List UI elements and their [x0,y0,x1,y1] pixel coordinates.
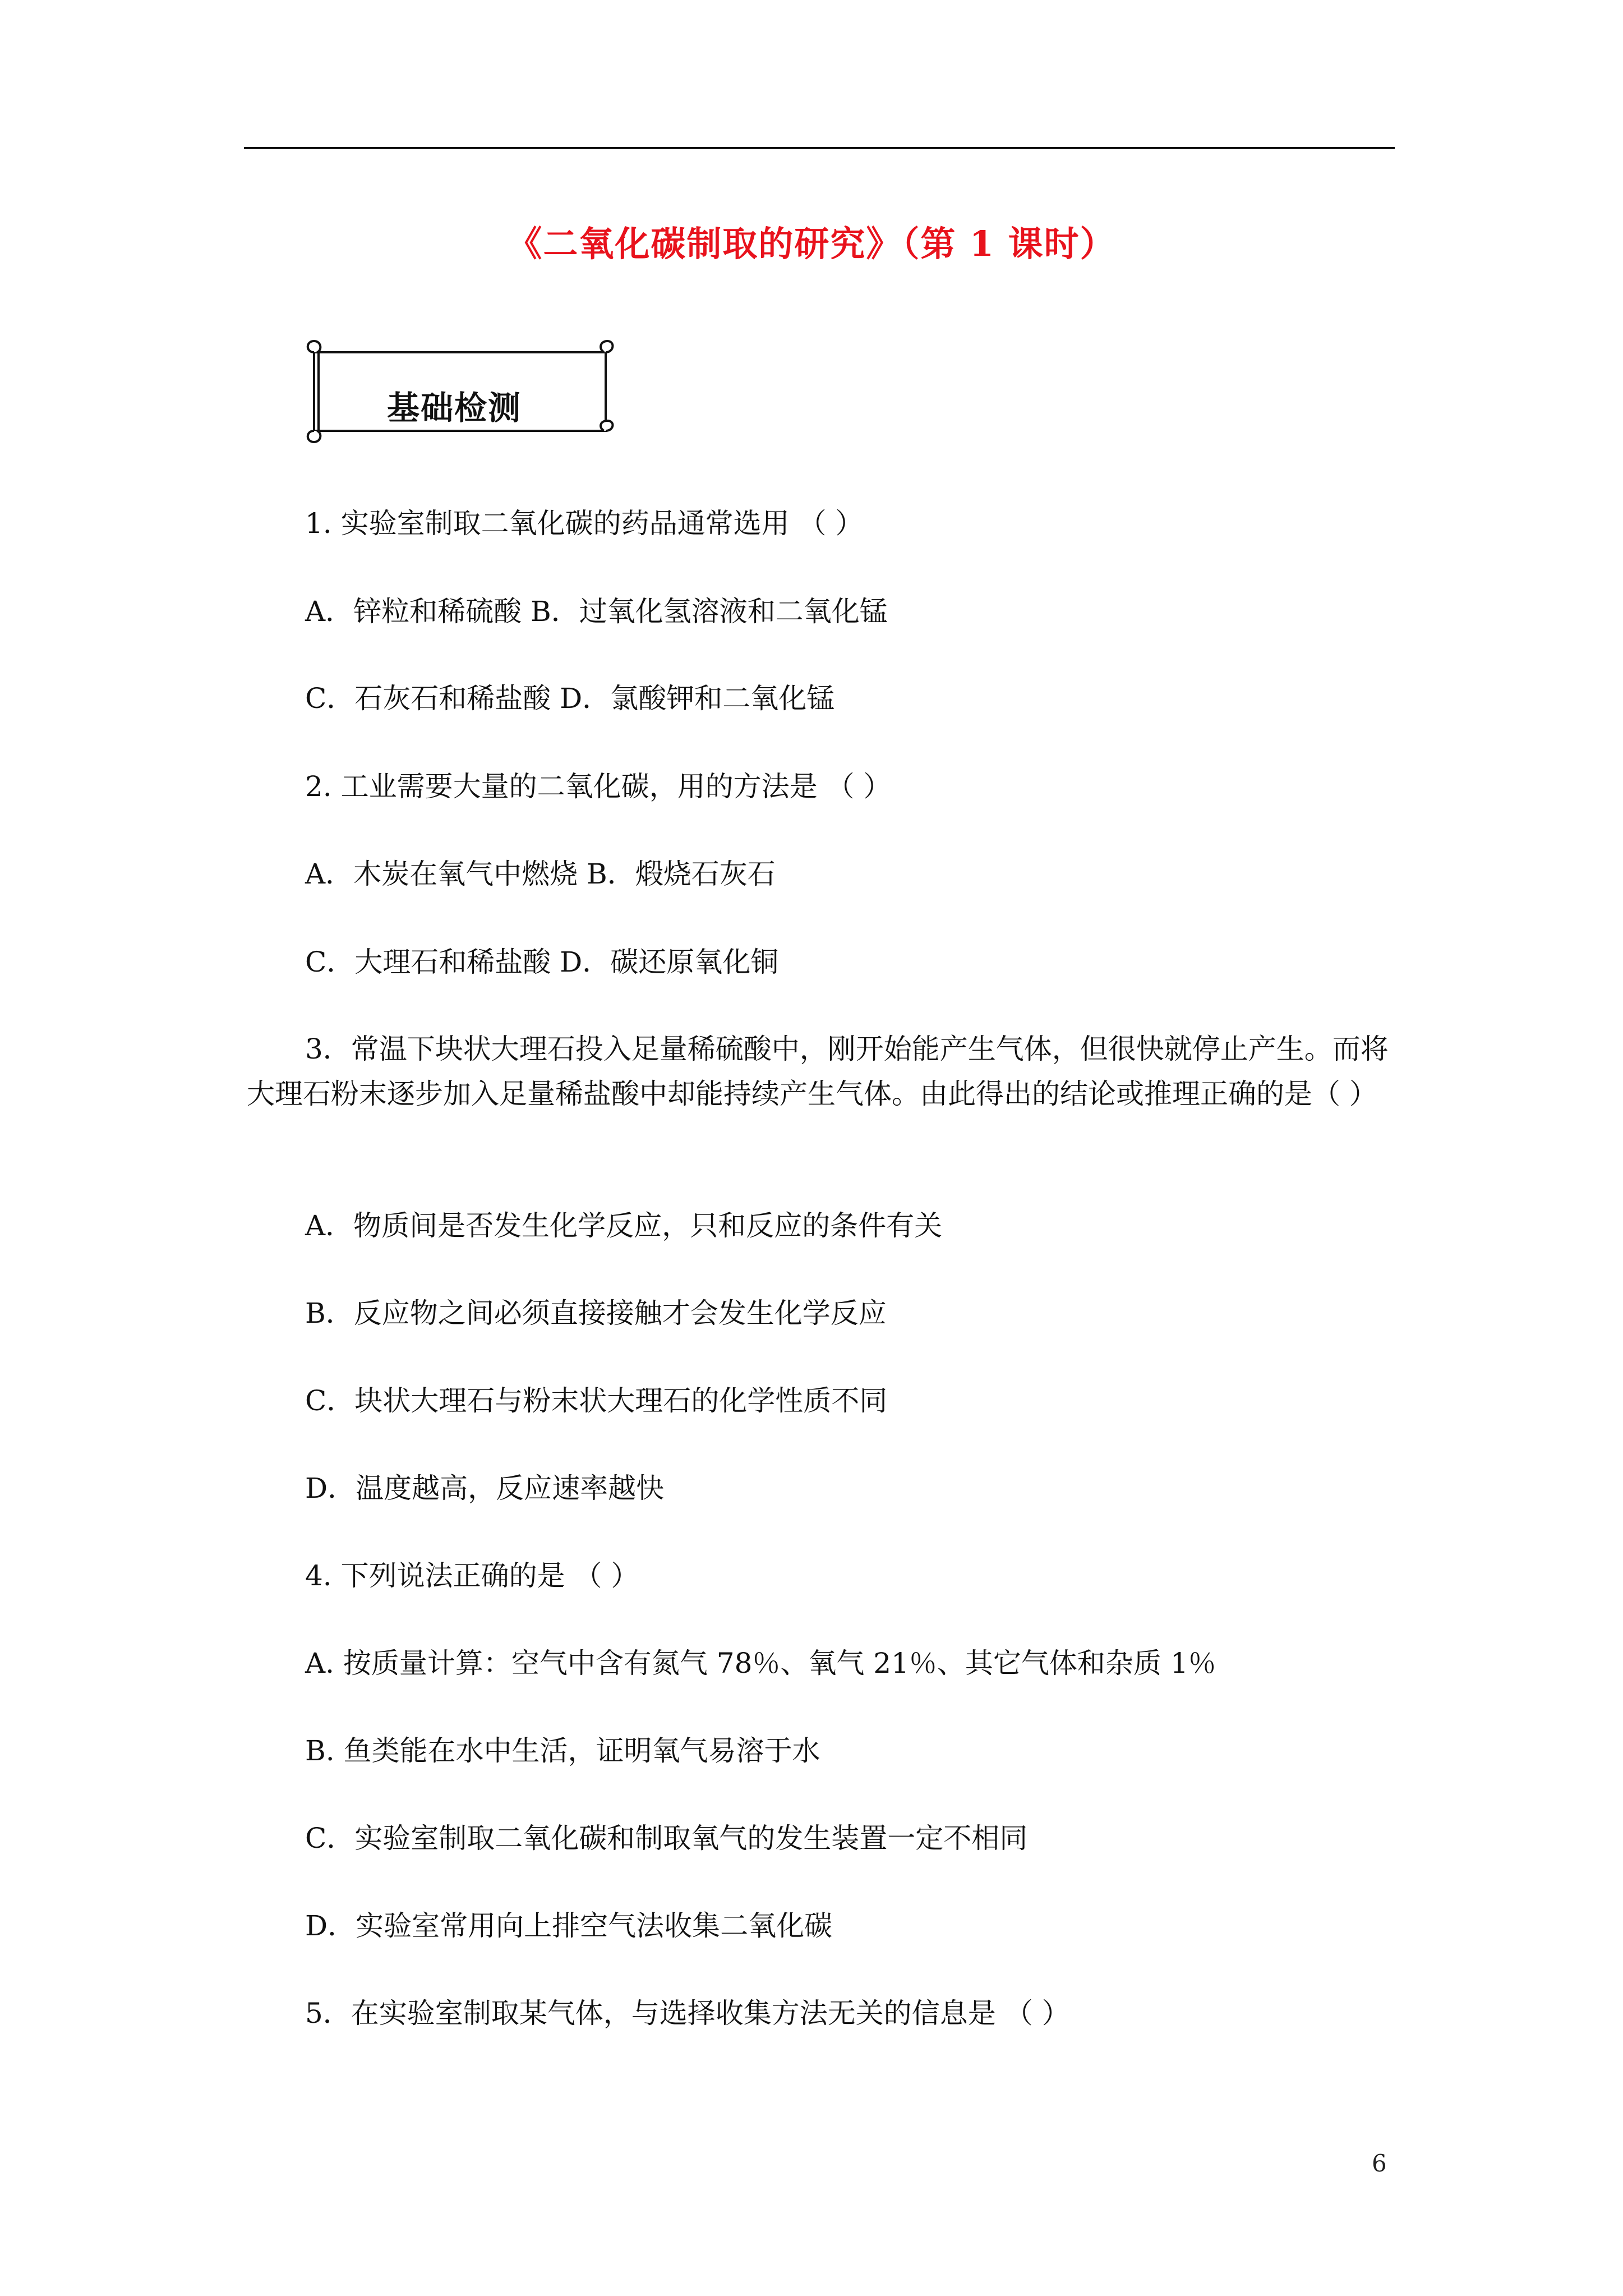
question-1-option-row: A．锌粒和稀硫酸 B．过氧化氢溶液和二氧化锰 [305,595,888,628]
question-4-option: C．实验室制取二氧化碳和制取氧气的发生装置一定不相同 [305,1822,1028,1855]
question-3-stem-text: 3．常温下块状大理石投入足量稀硫酸中，刚开始能产生气体，但很快就停止产生。而将大理石粉末逐步加入足量稀盐酸中却能持续产生气体。由此得出的结论或推理正确的是（ ） [247,1033,1389,1110]
question-3-option: A．物质间是否发生化学反应，只和反应的条件有关 [305,1209,943,1242]
question-5-stem: 5．在实验室制取某气体，与选择收集方法无关的信息是 （ ） [305,1997,1070,2030]
question-4-option: B. 鱼类能在水中生活，证明氧气易溶于水 [305,1734,820,1767]
question-2-stem: 2. 工业需要大量的二氧化碳，用的方法是 （ ） [305,770,892,803]
section-label: 基础检测 [387,389,522,427]
question-2-option-row: C．大理石和稀盐酸 D．碳还原氧化铜 [305,946,779,978]
question-3-option: C．块状大理石与粉末状大理石的化学性质不同 [305,1384,888,1417]
question-1-stem: 1. 实验室制取二氧化碳的药品通常选用 （ ） [305,507,864,540]
header-rule [244,147,1395,149]
question-4-stem: 4. 下列说法正确的是 （ ） [305,1559,639,1592]
document-title: 《二氧化碳制取的研究》（第 1 课时） [507,223,1116,264]
question-4-option: A. 按质量计算：空气中含有氮气 78％、氧气 21％、其它气体和杂质 1％ [305,1647,1216,1680]
question-3-option: D．温度越高，反应速率越快 [305,1472,665,1504]
question-4-option: D．实验室常用向上排空气法收集二氧化碳 [305,1910,833,1942]
question-1-option-row: C．石灰石和稀盐酸 D．氯酸钾和二氧化锰 [305,682,835,715]
page-number: 6 [1372,2150,1387,2177]
question-2-option-row: A．木炭在氧气中燃烧 B．煅烧石灰石 [305,858,776,890]
question-3-stem [247,1027,1396,1116]
question-3-option: B．反应物之间必须直接接触才会发生化学反应 [305,1297,887,1329]
